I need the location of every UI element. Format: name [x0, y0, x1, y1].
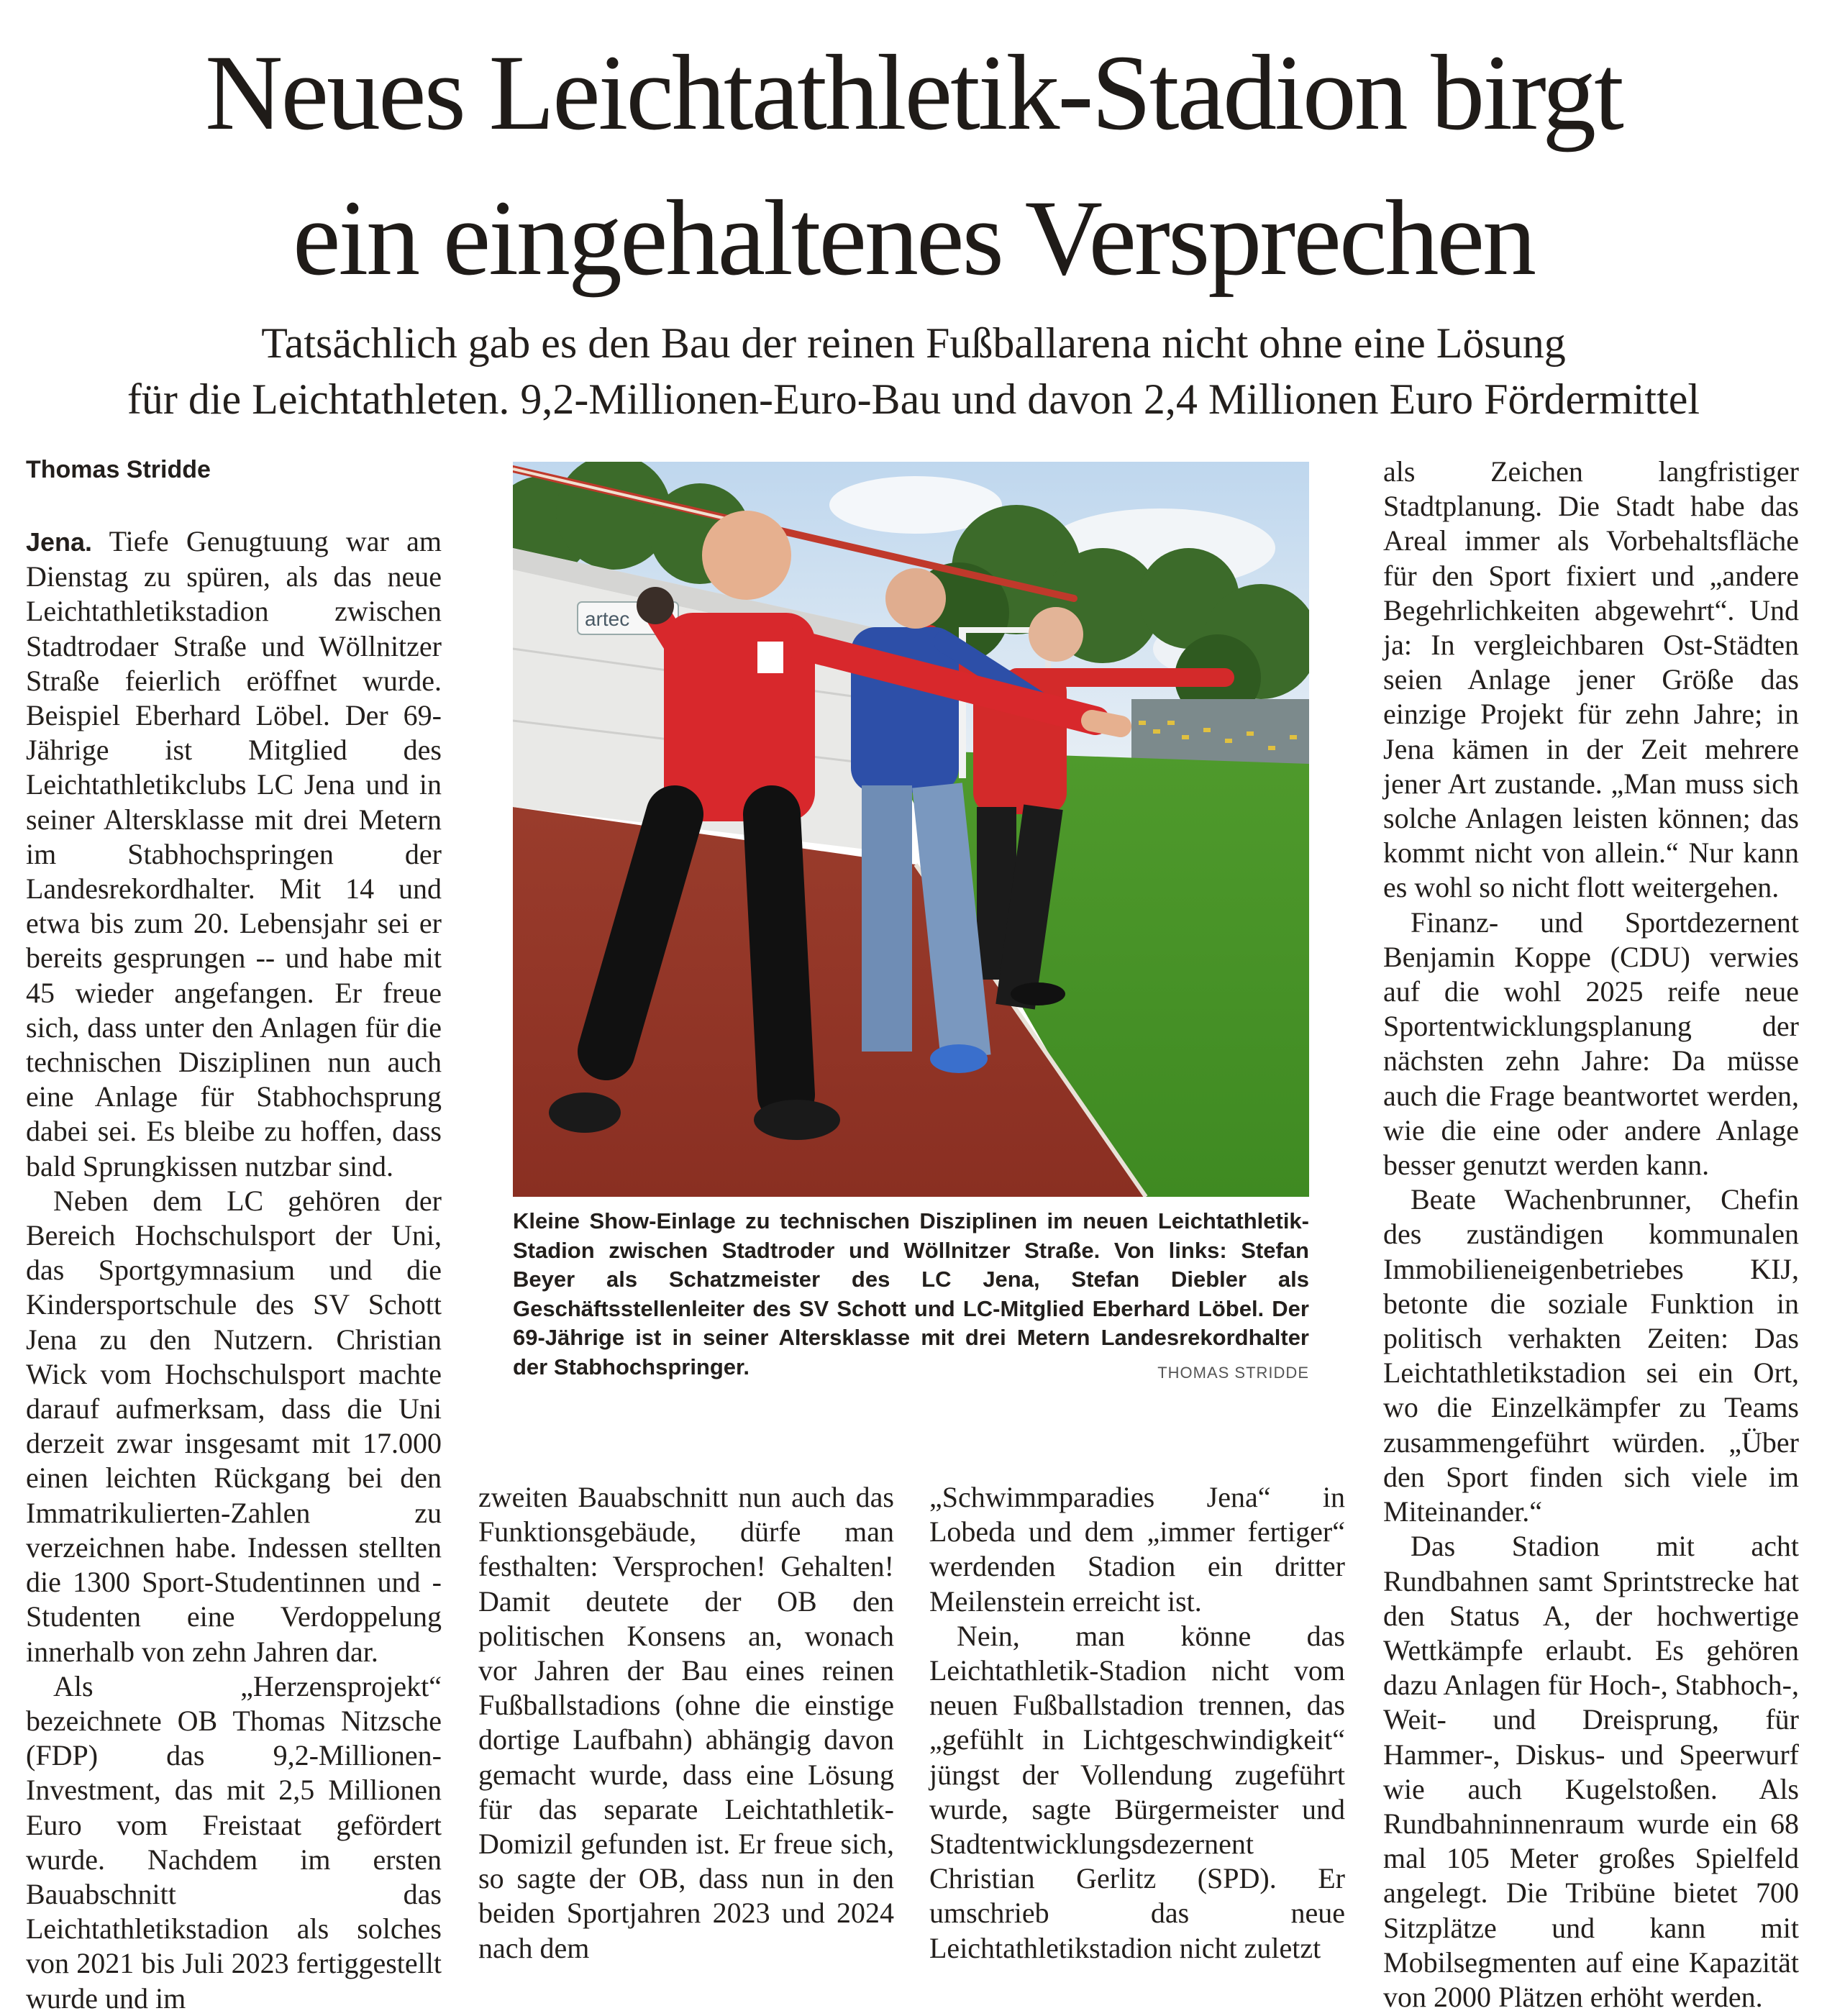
column-3	[929, 1480, 1345, 1966]
paragraph: Nein, man könne das Leichtathletik-Stadion nicht vom neuen Fußballstadion trennen, das „gefühlt in Lichtgeschwindigkeit“ jüngst der Vollendung zugeführt wurde, sagte Bürgermeister und Stadtentwicklungsdezernent Christian Gerlitz (SPD). Er umschrieb das neue Leichtathletikstadion nicht zuletzt	[929, 1619, 1345, 1964]
dateline: Jena.	[26, 527, 93, 557]
photo-caption	[513, 1207, 1309, 1387]
paragraph: Neben dem LC gehören der Bereich Hochschulsport der Uni, das Sportgymnasium und die Kindersportschule des SV Schott Jena zu den Nutzern. Christian Wick vom Hochschulsport machte darauf aufmerksam, dass die Uni derzeit zwar insgesamt mit 17.000 einen leichten Rückgang bei den Immatrikulierten-Zahlen zu verzeichnen habe. Indessen stellten die 1300 Sport-Studentinnen und -Studenten eine Verdoppelung innerhalb von zehn Jahren dar.	[26, 1184, 442, 1668]
paragraph: Beate Wachenbrunner, Chefin des zuständigen kommunalen Immobilieneigenbetriebes KIJ, betonte die soziale Funktion in politisch verhakten Zeiten: Das Leichtathletikstadion sei ein Ort, wo die Einzelkämpfer zu Teams zusammengeführt würden. „Über den Sport finden sich viele im Miteinander.“	[1383, 1183, 1799, 1528]
subheadline-line-1: Tatsächlich gab es den Bau der reinen Fußballarena nicht ohne eine Lösung	[261, 319, 1566, 367]
paragraph: Als „Herzensprojekt“ bezeichnete OB Thomas Nitzsche (FDP) das 9,2-Millionen-Investment, das mit 2,5 Millionen Euro vom Freistaat gefördert wurde. Nachdem im ersten Bauabschnitt das Leichtathletikstadion als solches von 2021 bis Juli 2023 fertiggestellt wurde und im	[26, 1669, 442, 2015]
headline	[43, 20, 1784, 311]
paragraph: „Schwimmparadies Jena“ in Lobeda und dem „immer fertiger“ werdenden Stadion ein dritter Meilenstein erreicht ist.	[929, 1481, 1345, 1618]
article-photo	[513, 462, 1309, 1197]
subheadline-line-2: für die Leichtathleten. 9,2-Millionen-Euro-Bau und davon 2,4 Millionen Euro Fördermittel	[127, 375, 1700, 423]
paragraph: Finanz- und Sportdezernent Benjamin Koppe (CDU) verwies auf die wohl 2025 reife neue Sportentwicklungsplanung der nächsten zehn Jahre: Da müsse auch die Frage beantwortet werden, wie die eine oder andere Anlage besser genutzt werden kann.	[1383, 906, 1799, 1182]
paragraph: Das Stadion mit acht Rundbahnen samt Sprintstrecke hat den Status A, der hochwertige Wettkämpfe erlaubt. Es gehören dazu Anlagen für Hoch-, Stabhoch-, Weit- und Dreisprung, für Hammer-, Diskus- und Speerwurf wie auch Kugelstoßen. Als Rundbahninnenraum wurde ein 68 mal 105 Meter großes Spielfeld angelegt. Die Tribüne bietet 700 Sitzplätze und kann mit Mobilsegmenten auf eine Kapazität von 2000 Plätzen erhöht werden.	[1383, 1530, 1799, 2013]
column-2	[478, 1480, 894, 1966]
photo-credit: THOMAS STRIDDE	[1157, 1363, 1309, 1382]
paragraph: als Zeichen langfristiger Stadtplanung. Die Stadt habe das Areal immer als Vorbehaltsfläche für den Sport fixiert und „andere Begehrlichkeiten abgewehrt“. Und ja: In vergleichbaren Ost-Städten seien Anlage jener Größe das einzige Projekt für zehn Jahre; in Jena kämen in der Zeit mehrere jener Art zustande. „Man muss sich solche Anlagen leisten können; das kommt nicht von allein.“ Nur kann es wohl so nicht flott weitergehen.	[1383, 455, 1799, 904]
photo-caption-text: Kleine Show-Einlage zu technischen Disziplinen im neuen Leichtathletik-Stadion zwischen Stadtroder und Wöllnitzer Straße. Von links: Stefan Beyer als Schatzmeister des LC Jena, Stefan Diebler als Geschäftsstellenleiter des SV Schott und LC-Mitglied Eberhard Löbel. Der 69-Jährige ist in seiner Altersklasse mit drei Metern Landesrekordhalter der Stabhochspringer.	[513, 1208, 1309, 1379]
column-4	[1383, 455, 1799, 2015]
photo-sign-text: artec	[585, 608, 630, 630]
paragraph	[26, 524, 442, 1184]
headline-line-2: ein eingehaltenes Versprechen	[292, 178, 1535, 298]
paragraph: zweiten Bauabschnitt nun auch das Funktionsgebäude, dürfe man festhalten: Versprochen! Gehalten! Damit deutete der OB den politischen Konsens an, wonach vor Jahren der Bau eines reinen Fußballstadions (ohne die einstige dortige Laufbahn) abhängig davon gemacht wurde, dass eine Lösung für das separate Leichtathletik-Domizil gefunden ist. Er freue sich, so sagte der OB, dass nun in den beiden Sportjahren 2023 und 2024 nach dem	[478, 1481, 894, 1964]
paragraph-text: Tiefe Genugtuung war am Dienstag zu spüren, als das neue Leichtathletikstadion zwischen Stadtrodaer Straße und Wöllnitzer Straße feierlich eröffnet wurde. Beispiel Eberhard Löbel. Der 69-Jährige ist Mitglied des Leichtathletikclubs LC Jena und in seiner Altersklasse mit drei Metern im Stabhochspringen der Landesrekordhalter. Mit 14 und etwa bis zum 20. Lebensjahr sei er bereits gesprungen -- und habe mit 45 wieder angefangen. Er freue sich, dass unter den Anlagen für die technischen Disziplinen nun auch eine Anlage für Stabhochsprung dabei sei. Es bleibe zu hoffen, dass bald Sprungkissen nutzbar sind.	[26, 525, 442, 1182]
headline-line-1: Neues Leichtathletik-Stadion birgt	[205, 33, 1622, 152]
column-1	[26, 524, 442, 2016]
subheadline	[43, 315, 1784, 427]
author-byline: Thomas Stridde	[26, 456, 211, 483]
